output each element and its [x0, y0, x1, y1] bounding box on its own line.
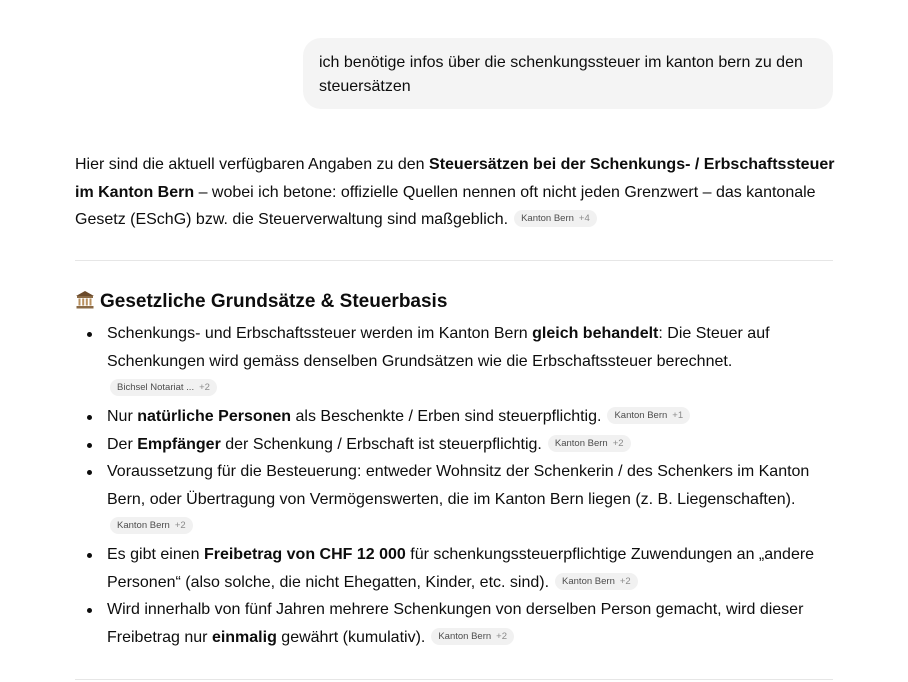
- bullet-text: gewährt (kumulativ).: [276, 628, 426, 646]
- source-pill-count: +2: [619, 575, 631, 587]
- section-divider-bottom: [75, 679, 833, 680]
- bullet-text: Es gibt einen: [107, 546, 204, 563]
- source-pill-label: Bichsel Notariat ...: [117, 382, 195, 394]
- source-pill[interactable]: [110, 517, 193, 534]
- assistant-answer: [75, 151, 835, 234]
- source-pill-label: Kanton Bern: [521, 213, 574, 225]
- bullet-text: Wird innerhalb von fünf Jahren mehrere Schenkungen von derselben Person gemacht, wird dieser Freibetrag nur: [107, 601, 804, 646]
- user-message-bubble: [303, 38, 833, 109]
- section-heading: [75, 290, 447, 314]
- bullet-bold: natürliche Personen: [137, 408, 292, 425]
- source-pill[interactable]: [548, 435, 631, 452]
- source-pill-count: +2: [199, 382, 210, 394]
- bullet-bold: Freibetrag von CHF 12 000: [203, 546, 406, 563]
- source-pill[interactable]: [607, 407, 690, 424]
- user-message-text: ich benötige infos über die schenkungssteuer im kanton bern zu den steuersätzen: [319, 54, 803, 95]
- intro-text-2: – wobei ich betone: offizielle Quellen nennen oft nicht jeden Grenzwert – das kantonale Gesetz (ESchG) bzw. die Steuerverwaltung sind maßgeblich.: [75, 183, 816, 228]
- source-pill-count: +2: [174, 520, 186, 532]
- source-pill-count: +4: [578, 213, 590, 225]
- bullet-text: Schenkungs- und Erbschaftssteuer werden im Kanton Bern: [107, 325, 533, 342]
- list-item: [75, 541, 835, 596]
- source-pill-label: Kanton Bern: [614, 410, 668, 422]
- intro-bold: Steuersätzen bei der Schenkungs- / Erbschaftssteuer im Kanton Bern: [75, 156, 835, 201]
- intro-paragraph: [75, 151, 835, 234]
- source-pill[interactable]: [555, 573, 638, 590]
- source-pill-label: Kanton Bern: [117, 520, 170, 532]
- source-pill-count: +2: [612, 437, 624, 449]
- list-item: [75, 431, 835, 459]
- list-item: [75, 403, 835, 431]
- source-pill-intro[interactable]: [514, 210, 597, 227]
- list-item: [75, 458, 835, 541]
- source-pill-row: [107, 513, 835, 541]
- bullet-bold: Empfänger: [137, 435, 221, 453]
- bullet-text: für schenkungssteuerpflichtige Zuwendungen an „andere Personen“ (also solche, die nicht Ehegatten, Kinder, etc. sind).: [107, 546, 815, 591]
- list-item: [75, 596, 835, 651]
- bullet-bold: einmalig: [211, 628, 277, 646]
- source-pill-row: [107, 375, 835, 403]
- bullet-text: Nur: [107, 408, 138, 425]
- source-pill-count: +2: [496, 630, 508, 642]
- source-pill[interactable]: [110, 379, 217, 396]
- bullet-text: der Schenkung / Erbschaft ist steuerpflichtig.: [220, 435, 542, 453]
- section-divider: [75, 260, 833, 261]
- section-title: Gesetzliche Grundsätze & Steuerbasis: [100, 291, 448, 312]
- bullet-text: Der: [107, 435, 138, 453]
- bullet-bold: gleich behandelt: [532, 325, 659, 342]
- source-pill[interactable]: [431, 628, 514, 645]
- classical-building-icon: [75, 290, 95, 310]
- bullet-text: : Die Steuer auf Schenkungen wird gemäss denselben Grundsätzen wie die Erbschaftssteuer berechnet.: [107, 325, 770, 370]
- bullet-text: Voraussetzung für die Besteuerung: entweder Wohnsitz der Schenkerin / des Schenkers im Kanton Bern, oder Übertragung von Vermögenswerten, die im Kanton Bern liegen (z. B. Liegenschaften).: [107, 463, 810, 508]
- source-pill-label: Kanton Bern: [554, 437, 608, 449]
- bullet-list: [75, 320, 835, 651]
- source-pill-label: Kanton Bern: [438, 630, 492, 642]
- source-pill-count: +1: [672, 410, 684, 422]
- source-pill-label: Kanton Bern: [562, 575, 615, 587]
- intro-text-1: Hier sind die aktuell verfügbaren Angaben zu den: [75, 156, 430, 173]
- bullet-text: als Beschenkte / Erben sind steuerpflichtig.: [291, 408, 602, 425]
- list-item: [75, 320, 835, 403]
